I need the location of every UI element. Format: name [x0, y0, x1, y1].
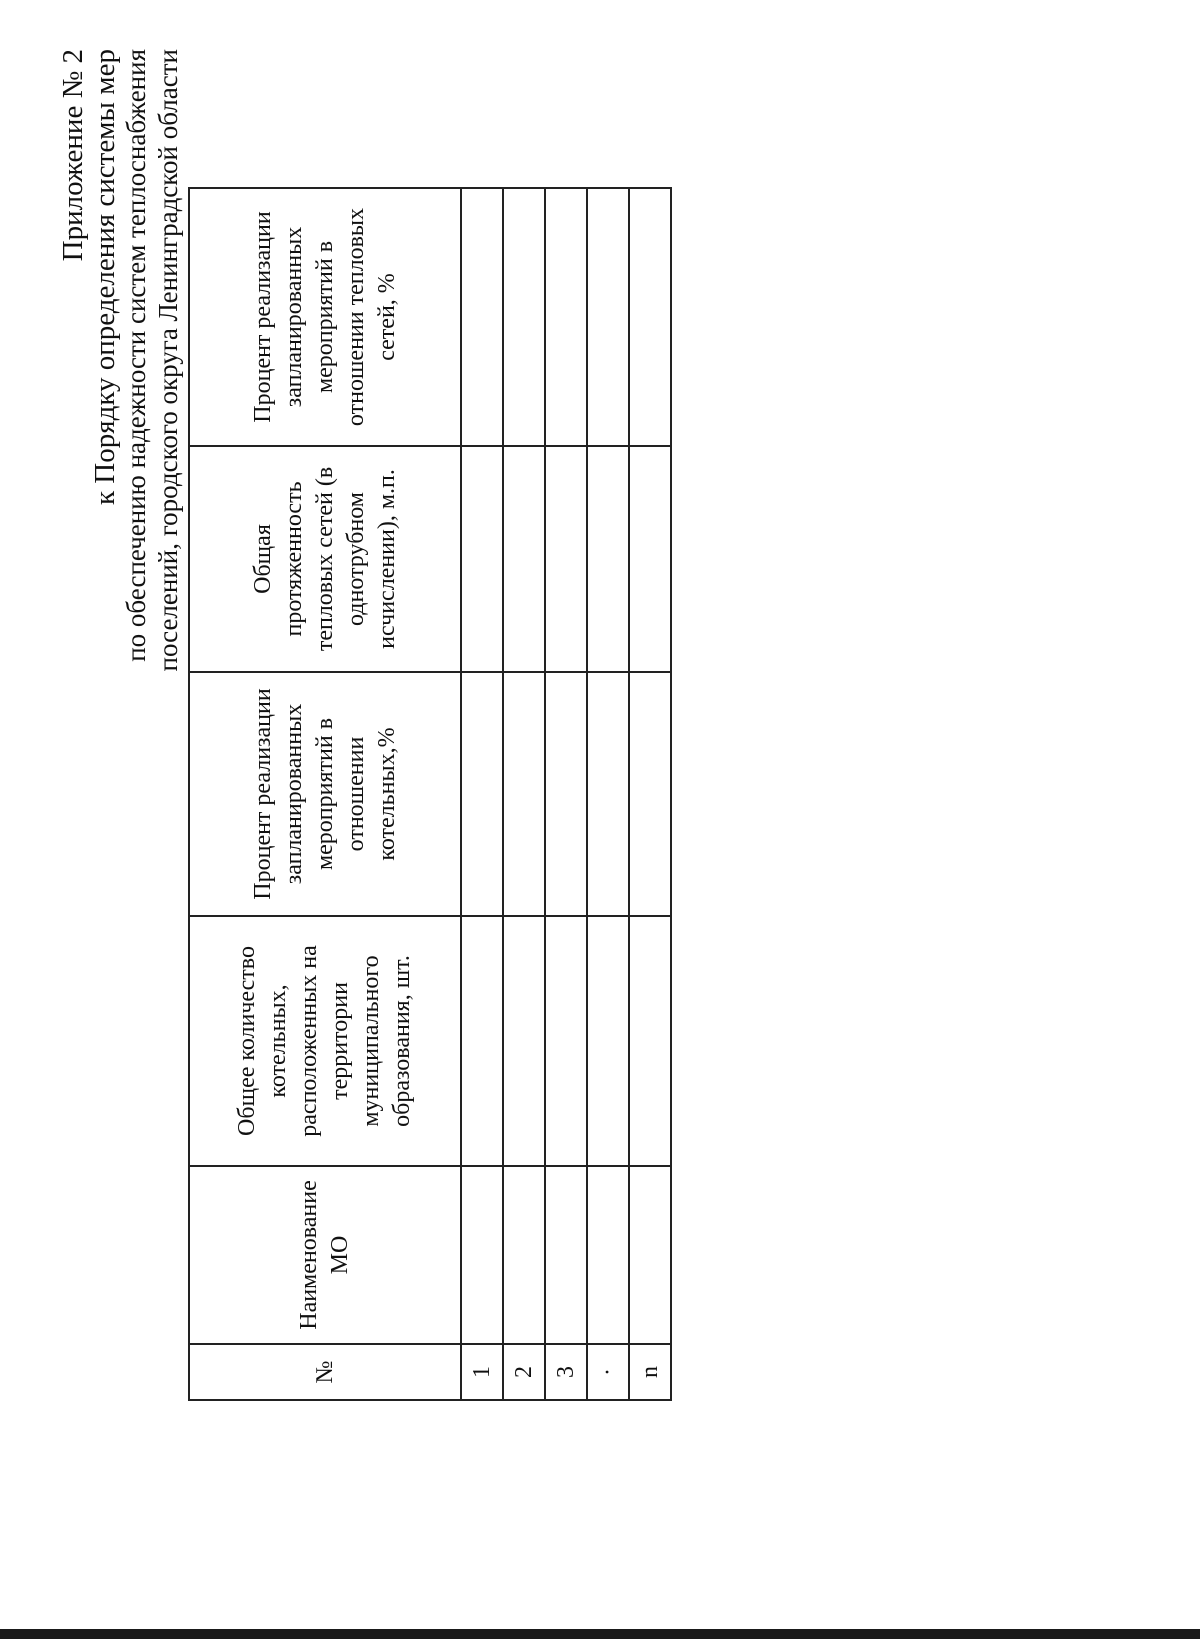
table-cell [587, 188, 629, 446]
table-cell [503, 916, 545, 1166]
table-cell [461, 1166, 503, 1344]
column-header-boiler-measures-percent: Процент реализации запланированных мероприятий в отношении котельных,% [189, 672, 461, 916]
appendix-subtitle-line: по обеспечению надежности систем теплоснабжения [121, 49, 151, 662]
table-cell [629, 916, 671, 1166]
table-cell [503, 1166, 545, 1344]
table-cell [503, 446, 545, 672]
row-number: 3 [545, 1344, 587, 1400]
table-cell [545, 446, 587, 672]
column-header-network-measures-percent: Процент реализации запланированных мероприятий в отношении тепловых сетей, % [189, 188, 461, 446]
table-cell [461, 188, 503, 446]
table-row [461, 188, 503, 1400]
table-row [587, 188, 629, 1400]
column-header-municipality-name: Наименование МО [189, 1166, 461, 1344]
table-cell [461, 916, 503, 1166]
table-row [545, 188, 587, 1400]
scan-edge-bar [0, 1629, 1200, 1639]
table-cell [545, 672, 587, 916]
appendix-header [58, 49, 184, 709]
table-header-row [189, 188, 461, 1400]
table-cell [503, 188, 545, 446]
table-row [503, 188, 545, 1400]
column-header-network-length: Общая протяженность тепловых сетей (в однотрубном исчислении), м.п. [189, 446, 461, 672]
table-cell [629, 446, 671, 672]
table-cell [461, 672, 503, 916]
table-cell [629, 672, 671, 916]
table-cell [545, 1166, 587, 1344]
report-table [188, 187, 672, 1401]
table-cell [545, 916, 587, 1166]
row-number: · [587, 1344, 629, 1400]
table-row [629, 188, 671, 1400]
appendix-subtitle-line: к Порядку определения системы мер [88, 49, 121, 506]
table-cell [587, 672, 629, 916]
appendix-title: Приложение № 2 [57, 49, 89, 262]
table-cell [629, 188, 671, 446]
table-cell [629, 1166, 671, 1344]
row-number: 1 [461, 1344, 503, 1400]
table-cell [587, 1166, 629, 1344]
table-cell [503, 672, 545, 916]
table-cell [587, 446, 629, 672]
row-number: n [629, 1344, 671, 1400]
column-header-number: № [189, 1344, 461, 1400]
table-cell [461, 446, 503, 672]
row-number: 2 [503, 1344, 545, 1400]
table-cell [587, 916, 629, 1166]
table-cell [545, 188, 587, 446]
appendix-subtitle-line: поселений, городского округа Ленинградской области [152, 49, 183, 672]
column-header-boiler-count: Общее количество котельных, расположенных на территории муниципального образования, шт. [189, 916, 461, 1166]
